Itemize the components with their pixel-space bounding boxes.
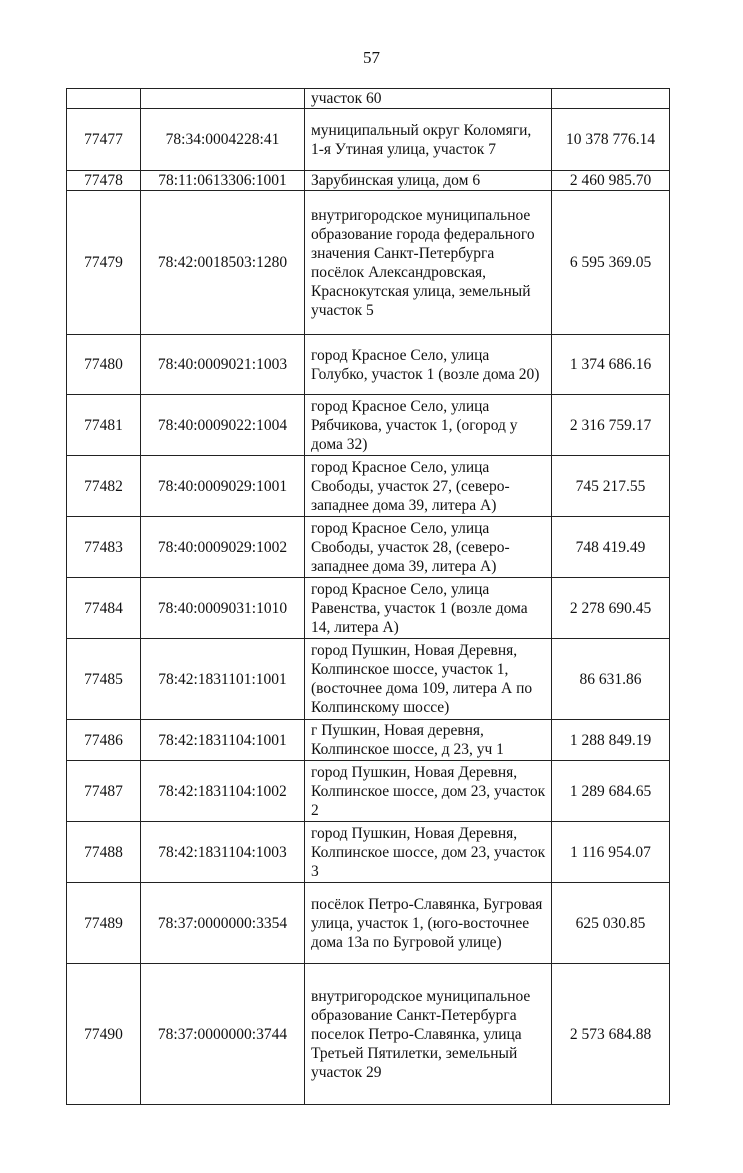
- table-row: [67, 191, 670, 335]
- table-row: [67, 578, 670, 639]
- table-row: [67, 822, 670, 883]
- row-id-cell: 77485: [67, 639, 141, 720]
- value-cell: 1 374 686.16: [552, 335, 670, 395]
- address-cell: Зарубинская улица, дом 6: [305, 171, 552, 191]
- table-row: [67, 89, 670, 109]
- cadastral-number-cell: 78:40:0009029:1002: [141, 517, 305, 578]
- table-row: [67, 517, 670, 578]
- address-cell: г Пушкин, Новая деревня, Колпинское шоссе, д 23, уч 1: [305, 720, 552, 761]
- value-cell: 6 595 369.05: [552, 191, 670, 335]
- page-number: 57: [363, 48, 380, 67]
- table-row: [67, 720, 670, 761]
- address-cell: город Красное Село, улица Свободы, участок 27, (северо-западнее дома 39, литера А): [305, 456, 552, 517]
- value-cell: [552, 89, 670, 109]
- row-id-cell: 77479: [67, 191, 141, 335]
- land-plots-table: [66, 88, 670, 1105]
- address-cell: город Красное Село, улица Равенства, участок 1 (возле дома 14, литера А): [305, 578, 552, 639]
- value-cell: 86 631.86: [552, 639, 670, 720]
- row-id-cell: 77481: [67, 395, 141, 456]
- row-id-cell: [67, 89, 141, 109]
- value-cell: 1 289 684.65: [552, 761, 670, 822]
- value-cell: 2 460 985.70: [552, 171, 670, 191]
- address-cell: внутригородское муниципальное образование города федерального значения Санкт-Петербурга посёлок Александровская, Краснокутская улица, земельный участок 5: [305, 191, 552, 335]
- table-row: [67, 171, 670, 191]
- value-cell: 2 573 684.88: [552, 964, 670, 1105]
- row-id-cell: 77480: [67, 335, 141, 395]
- value-cell: 1 116 954.07: [552, 822, 670, 883]
- cadastral-number-cell: 78:42:1831104:1003: [141, 822, 305, 883]
- address-cell: город Красное Село, улица Голубко, участок 1 (возле дома 20): [305, 335, 552, 395]
- row-id-cell: 77487: [67, 761, 141, 822]
- cadastral-number-cell: 78:40:0009029:1001: [141, 456, 305, 517]
- table-row: [67, 639, 670, 720]
- address-cell: участок 60: [305, 89, 552, 109]
- row-id-cell: 77477: [67, 109, 141, 171]
- row-id-cell: 77490: [67, 964, 141, 1105]
- address-cell: город Пушкин, Новая Деревня, Колпинское шоссе, участок 1, (восточнее дома 109, литера А по Колпинскому шоссе): [305, 639, 552, 720]
- table-body: [67, 89, 670, 1105]
- address-cell: посёлок Петро-Славянка, Бугровая улица, участок 1, (юго-восточнее дома 13а по Бугровой улице): [305, 883, 552, 964]
- value-cell: 2 316 759.17: [552, 395, 670, 456]
- cadastral-number-cell: 78:40:0009021:1003: [141, 335, 305, 395]
- row-id-cell: 77484: [67, 578, 141, 639]
- cadastral-number-cell: 78:42:1831104:1001: [141, 720, 305, 761]
- row-id-cell: 77483: [67, 517, 141, 578]
- table-row: [67, 395, 670, 456]
- cadastral-number-cell: 78:37:0000000:3744: [141, 964, 305, 1105]
- address-cell: муниципальный округ Коломяги, 1-я Утиная улица, участок 7: [305, 109, 552, 171]
- cadastral-number-cell: 78:42:0018503:1280: [141, 191, 305, 335]
- cadastral-number-cell: 78:40:0009031:1010: [141, 578, 305, 639]
- table-row: [67, 335, 670, 395]
- address-cell: город Красное Село, улица Свободы, участок 28, (северо-западнее дома 39, литера А): [305, 517, 552, 578]
- table-row: [67, 964, 670, 1105]
- table-row: [67, 109, 670, 171]
- table-row: [67, 883, 670, 964]
- row-id-cell: 77478: [67, 171, 141, 191]
- table-row: [67, 761, 670, 822]
- value-cell: 10 378 776.14: [552, 109, 670, 171]
- value-cell: 745 217.55: [552, 456, 670, 517]
- value-cell: 748 419.49: [552, 517, 670, 578]
- cadastral-number-cell: 78:42:1831101:1001: [141, 639, 305, 720]
- value-cell: 2 278 690.45: [552, 578, 670, 639]
- row-id-cell: 77482: [67, 456, 141, 517]
- cadastral-number-cell: 78:40:0009022:1004: [141, 395, 305, 456]
- address-cell: город Пушкин, Новая Деревня, Колпинское шоссе, дом 23, участок 2: [305, 761, 552, 822]
- value-cell: 625 030.85: [552, 883, 670, 964]
- cadastral-number-cell: 78:42:1831104:1002: [141, 761, 305, 822]
- address-cell: город Пушкин, Новая Деревня, Колпинское шоссе, дом 23, участок 3: [305, 822, 552, 883]
- cadastral-number-cell: [141, 89, 305, 109]
- cadastral-number-cell: 78:37:0000000:3354: [141, 883, 305, 964]
- address-cell: город Красное Село, улица Рябчикова, участок 1, (огород у дома 32): [305, 395, 552, 456]
- row-id-cell: 77489: [67, 883, 141, 964]
- address-cell: внутригородское муниципальное образование Санкт-Петербурга поселок Петро-Славянка, улица Третьей Пятилетки, земельный участок 29: [305, 964, 552, 1105]
- cadastral-number-cell: 78:34:0004228:41: [141, 109, 305, 171]
- cadastral-number-cell: 78:11:0613306:1001: [141, 171, 305, 191]
- value-cell: 1 288 849.19: [552, 720, 670, 761]
- row-id-cell: 77486: [67, 720, 141, 761]
- table-row: [67, 456, 670, 517]
- row-id-cell: 77488: [67, 822, 141, 883]
